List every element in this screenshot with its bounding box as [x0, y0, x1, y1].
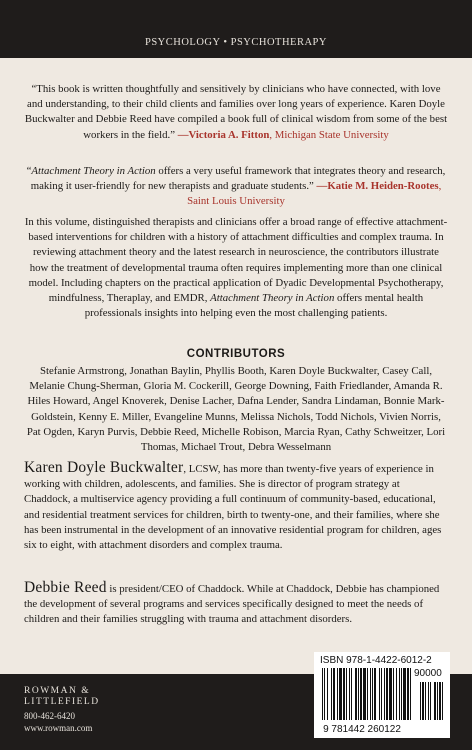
book-description: [24, 215, 448, 321]
barcode-bar: [384, 668, 385, 720]
publisher-phone: 800-462-6420: [24, 711, 75, 721]
bio-karen: [24, 460, 448, 553]
barcode-bar: [346, 668, 347, 720]
barcode-bar: [367, 668, 368, 720]
ean-first-digit: 9: [323, 724, 329, 735]
description-part-1: In this volume, distinguished therapists and clinicians offer a broad range of effective attachment-based interventions for children with a history of attachment difficulties and complex trauma. In reviewing attachment theory and the latest research in neuroscience, the contributors illustrate how the treatment of developmental trauma often requires implementing more than one clinical model. Including chapters on the practical application of Dyadic Developmental Psychotherapy, mindfulness, Theraplay, and EMDR,: [24, 216, 448, 305]
publisher-name-line-2: LITTLEFIELD: [24, 697, 100, 707]
barcode-bar: [399, 668, 400, 720]
barcode-bar: [374, 668, 376, 720]
review-2-quote-open: “: [26, 165, 32, 177]
barcode-bar: [389, 668, 392, 720]
barcode-bar: [379, 668, 380, 720]
contributors-heading: CONTRIBUTORS: [186, 348, 286, 360]
barcode-bar: [363, 668, 366, 720]
review-1: [24, 82, 448, 143]
isbn-label: ISBN 978-1-4422-6012-2: [320, 655, 432, 666]
review-2-quote: offers a very useful framework that integrates theory and research, making it user-friendly for new therapists and graduate students.”: [30, 165, 446, 193]
top-band: [0, 0, 472, 58]
barcode-bar: [381, 668, 382, 720]
barcode-bar: [407, 668, 409, 720]
barcode-bar: [349, 668, 350, 720]
review-1-quote: “This book is written thoughtfully and sensitively by clinicians who have connected, with love and understanding, to their child clients and families over long years of experience. Karen Doyle Buckwalter and Debbie Reed have compiled a book full of clinical wisdom from some of the best workers in the field.”: [24, 83, 448, 141]
barcode-bar: [337, 668, 338, 720]
bio-debbie: [24, 580, 448, 628]
barcode-bar: [370, 668, 371, 720]
barcode-bar: [386, 668, 388, 720]
barcode-bar: [339, 668, 342, 720]
price-barcode-bar: [420, 682, 421, 720]
price-barcode-bar: [442, 682, 443, 720]
barcode-bar: [322, 668, 323, 720]
price-barcode-bar: [422, 682, 424, 720]
review-1-name: —Victoria A. Fitton: [177, 128, 270, 141]
content-panel: [0, 58, 472, 674]
publisher-name-line-1: ROWMAN &: [24, 686, 91, 696]
bio-debbie-name: Debbie Reed: [24, 579, 107, 596]
barcode-bar: [401, 668, 402, 720]
bio-debbie-text: is president/CEO of Chaddock. While at Chaddock, Debbie has championed the development of several programs and services specifically designed to meet the needs of children and their families struggling with trauma and attachment disorders.: [24, 583, 440, 626]
review-1-attribution: [178, 129, 389, 141]
barcode-bar: [372, 668, 373, 720]
description-part-2: offers mental health professionals insights into helping even the most challenging patients.: [84, 292, 424, 320]
review-1-affiliation: , Michigan State University: [269, 128, 389, 141]
price-barcode-bar: [437, 682, 438, 720]
barcode-bar: [393, 668, 394, 720]
barcode-bar: [355, 668, 357, 720]
price-code: 90000: [414, 668, 442, 679]
price-barcode-bar: [425, 682, 426, 720]
barcode-bar: [396, 668, 397, 720]
review-2: [24, 164, 448, 210]
barcode-bar: [324, 668, 325, 720]
price-barcode-bar: [430, 682, 431, 720]
barcode-bar: [331, 668, 332, 720]
barcode-bar: [327, 668, 328, 720]
ean-digits: 781442 260122: [331, 724, 401, 735]
barcode-bar: [351, 668, 352, 720]
price-barcode-bar: [428, 682, 429, 720]
barcode-number: [314, 724, 410, 735]
barcode-bar: [333, 668, 335, 720]
publisher-website: www.rowman.com: [24, 723, 93, 733]
barcode-bar: [343, 668, 345, 720]
bio-karen-name: Karen Doyle Buckwalter: [24, 459, 184, 476]
barcode-bar: [403, 668, 406, 720]
barcode-bar: [410, 668, 411, 720]
category-label: PSYCHOLOGY • PSYCHOTHERAPY: [145, 37, 327, 48]
barcode-bar: [360, 668, 362, 720]
description-book-title: Attachment Theory in Action: [210, 292, 335, 305]
contributors-list: Stefanie Armstrong, Jonathan Baylin, Phyllis Booth, Karen Doyle Buckwalter, Casey Call, Melanie Chung-Sherman, Gloria M. Cockerill, George Downing, Faith Friedlander, Amanda R. Hiles Howard, Angel Knoverek, Denise Lacher, Dafna Lender, Sandra Lindaman, Bonnie Mark-Goldstein, Kenny E. Miller, Evangeline Munns, Melissa Nichols, Todd Nichols, Vivien Norris, Pat Ogden, Karyn Purvis, Debbie Reed, Michelle Robison, Marcia Ryan, Cathy Schweitzer, Lori Thomas, Michael Trout, Debra Wesselmann: [26, 365, 446, 454]
barcode-bar: [358, 668, 359, 720]
price-barcode-bar: [434, 682, 436, 720]
review-2-affiliation: , Saint Louis University: [187, 180, 442, 208]
review-2-name: —Katie M. Heiden-Rootes: [316, 180, 439, 193]
barcode-box: [314, 652, 450, 738]
review-2-book-title: Attachment Theory in Action: [31, 165, 156, 177]
bio-karen-text: , LCSW, has more than twenty-five years of experience in working with children, adolescents, and families. She is director of program strategy at Chaddock, a multiservice agency providing a full continuum of community-based, educational, and residential treatment services for children, birth to twenty-one, and their families, where she has been instrumental in the development of an innovative residential program for children, ages six to eight, with attachment disorders and complex trauma.: [24, 463, 442, 552]
price-barcode-bar: [439, 682, 441, 720]
